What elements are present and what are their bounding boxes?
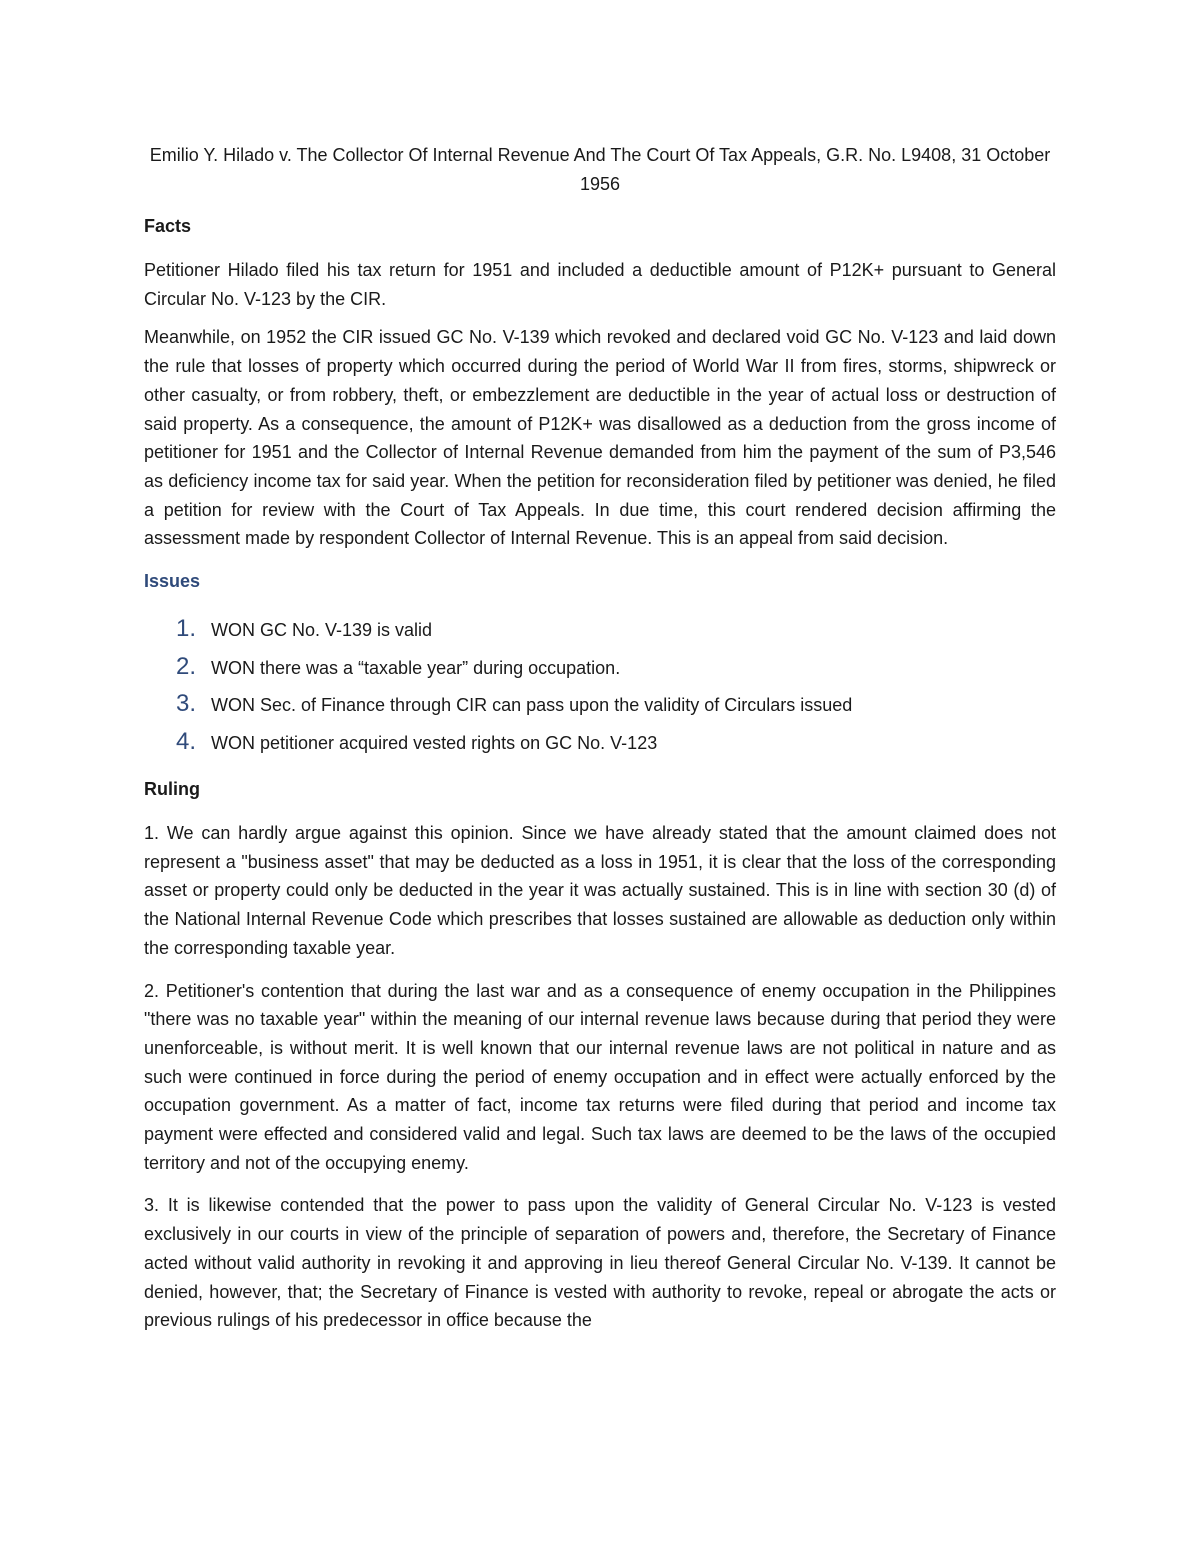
issues-heading: Issues (144, 571, 201, 592)
issue-text: WON there was a “taxable year” during occupation. (211, 657, 621, 678)
issue-number: 1. (176, 615, 197, 643)
issue-number: 2. (176, 652, 197, 680)
issue-item (144, 611, 1056, 649)
issue-text: WON Sec. of Finance through CIR can pass upon the validity of Circulars issued (211, 695, 853, 716)
issue-item (144, 686, 1056, 724)
issue-number: 4. (176, 727, 197, 755)
facts-heading: Facts (144, 216, 192, 236)
issue-text: WON petitioner acquired vested rights on GC No. V-123 (211, 732, 658, 753)
ruling-paragraph-3: 3. It is likewise contended that the power to pass upon the validity of General Circular No. V-123 is vested exclusively in our courts in view of the principle of separation of powers and, therefore, the Secretary of Finance acted without valid authority in revoking it and approving in lieu thereof General Circular No. V-139. It cannot be denied, however, that; the Secretary of Finance is vested with authority to revoke, repeal or abrogate the acts or previous rulings of his predecessor in office because the (144, 1195, 1056, 1331)
issue-item (144, 649, 1056, 687)
document-title: Emilio Y. Hilado v. The Collector Of Internal Revenue And The Court Of Tax Appeals, G.R. No. L9408, 31 October 1956 (149, 145, 1051, 194)
issues-list (144, 611, 1056, 761)
issue-text: WON GC No. V-139 is valid (211, 620, 433, 641)
issue-item (144, 724, 1056, 762)
issue-number: 3. (176, 690, 197, 718)
ruling-heading: Ruling (144, 779, 200, 800)
facts-paragraph-2: Meanwhile, on 1952 the CIR issued GC No. V-139 which revoked and declared void GC No. V-123 and laid down the rule that losses of property which occurred during the period of World War II from fires, storms, shipwreck or other casualty, or from robbery, theft, or embezzlement are deductible in the year of actual loss or destruction of said property. As a consequence, the amount of P12K+ was disallowed as a deduction from the gross income of petitioner for 1951 and the Collector of Internal Revenue demanded from him the payment of the sum of P3,546 as deficiency income tax for said year. When the petition for reconsideration filed by petitioner was denied, he filed a petition for review with the Court of Tax Appeals. In due time, this court rendered decision affirming the assessment made by respondent Collector of Internal Revenue. This is an appeal from said decision. (144, 327, 1056, 549)
facts-paragraph-1: Petitioner Hilado filed his tax return for 1951 and included a deductible amount of P12K+ pursuant to General Circular No. V-123 by the CIR. (144, 260, 1056, 309)
ruling-paragraph-1: 1. We can hardly argue against this opinion. Since we have already stated that the amount claimed does not represent a "business asset" that may be deducted as a loss in 1951, it is clear that the loss of the corresponding asset or property could only be deducted in the year it was actually sustained. This is in line with section 30 (d) of the National Internal Revenue Code which prescribes that losses sustained are allowable as deduction only within the corresponding taxable year. (144, 823, 1056, 958)
ruling-paragraph-2: 2. Petitioner's contention that during the last war and as a consequence of enemy occupation in the Philippines "there was no taxable year" within the meaning of our internal revenue laws because during that period they were unenforceable, is without merit. It is well known that our internal revenue laws are not political in nature and as such were continued in force during the period of enemy occupation and in effect were actually enforced by the occupation government. As a matter of fact, income tax returns were filed during that period and income tax payment were effected and considered valid and legal. Such tax laws are deemed to be the laws of the occupied territory and not of the occupying enemy. (144, 980, 1056, 1173)
